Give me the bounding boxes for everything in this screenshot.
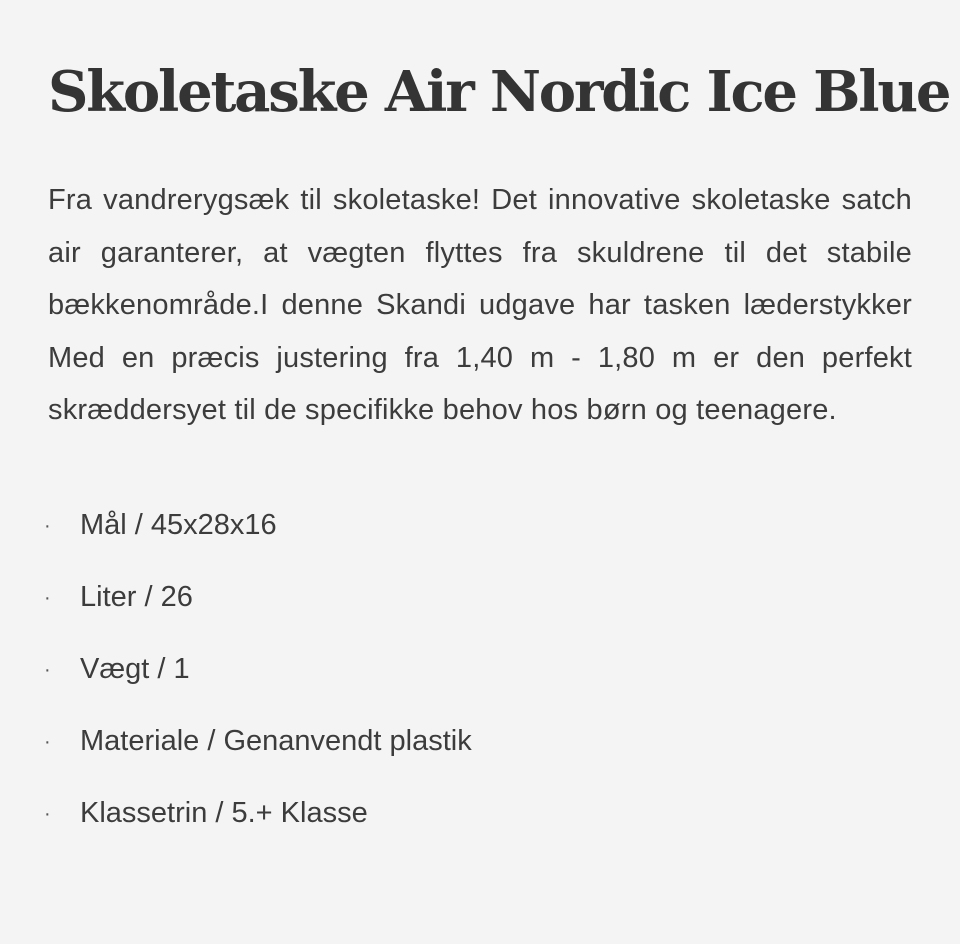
spec-text: Materiale / Genanvendt plastik xyxy=(80,725,472,757)
product-description: Fra vandrerygsæk til skoletaske! Det innovative skoletaske satch air garanterer, at vægten flyttes fra skuldrene til det stabile bækkenområde.I denne Skandi udgave har tasken læderstykker Med en præcis justering fra 1,40 m - 1,80 m er den perfekt skræddersyet til de specifikke behov hos børn og teenagere. xyxy=(48,184,912,426)
bullet-icon: · xyxy=(44,730,51,753)
spec-text: Liter / 26 xyxy=(80,581,193,613)
bullet-icon: · xyxy=(44,586,51,609)
spec-list xyxy=(44,490,912,850)
spec-text: Vægt / 1 xyxy=(80,653,190,685)
product-info xyxy=(44,0,950,850)
product-title: Skoletaske Air Nordic Ice Blue xyxy=(48,59,950,125)
spec-item-dimensions xyxy=(44,490,912,562)
bullet-icon: · xyxy=(44,802,51,825)
spec-item-weight xyxy=(44,634,912,706)
bullet-icon: · xyxy=(44,514,51,537)
spec-text: Mål / 45x28x16 xyxy=(80,509,277,541)
spec-item-material xyxy=(44,706,912,778)
spec-text: Klassetrin / 5.+ Klasse xyxy=(80,797,368,829)
bullet-icon: · xyxy=(44,658,51,681)
spec-item-grade xyxy=(44,778,912,850)
spec-item-volume xyxy=(44,562,912,634)
